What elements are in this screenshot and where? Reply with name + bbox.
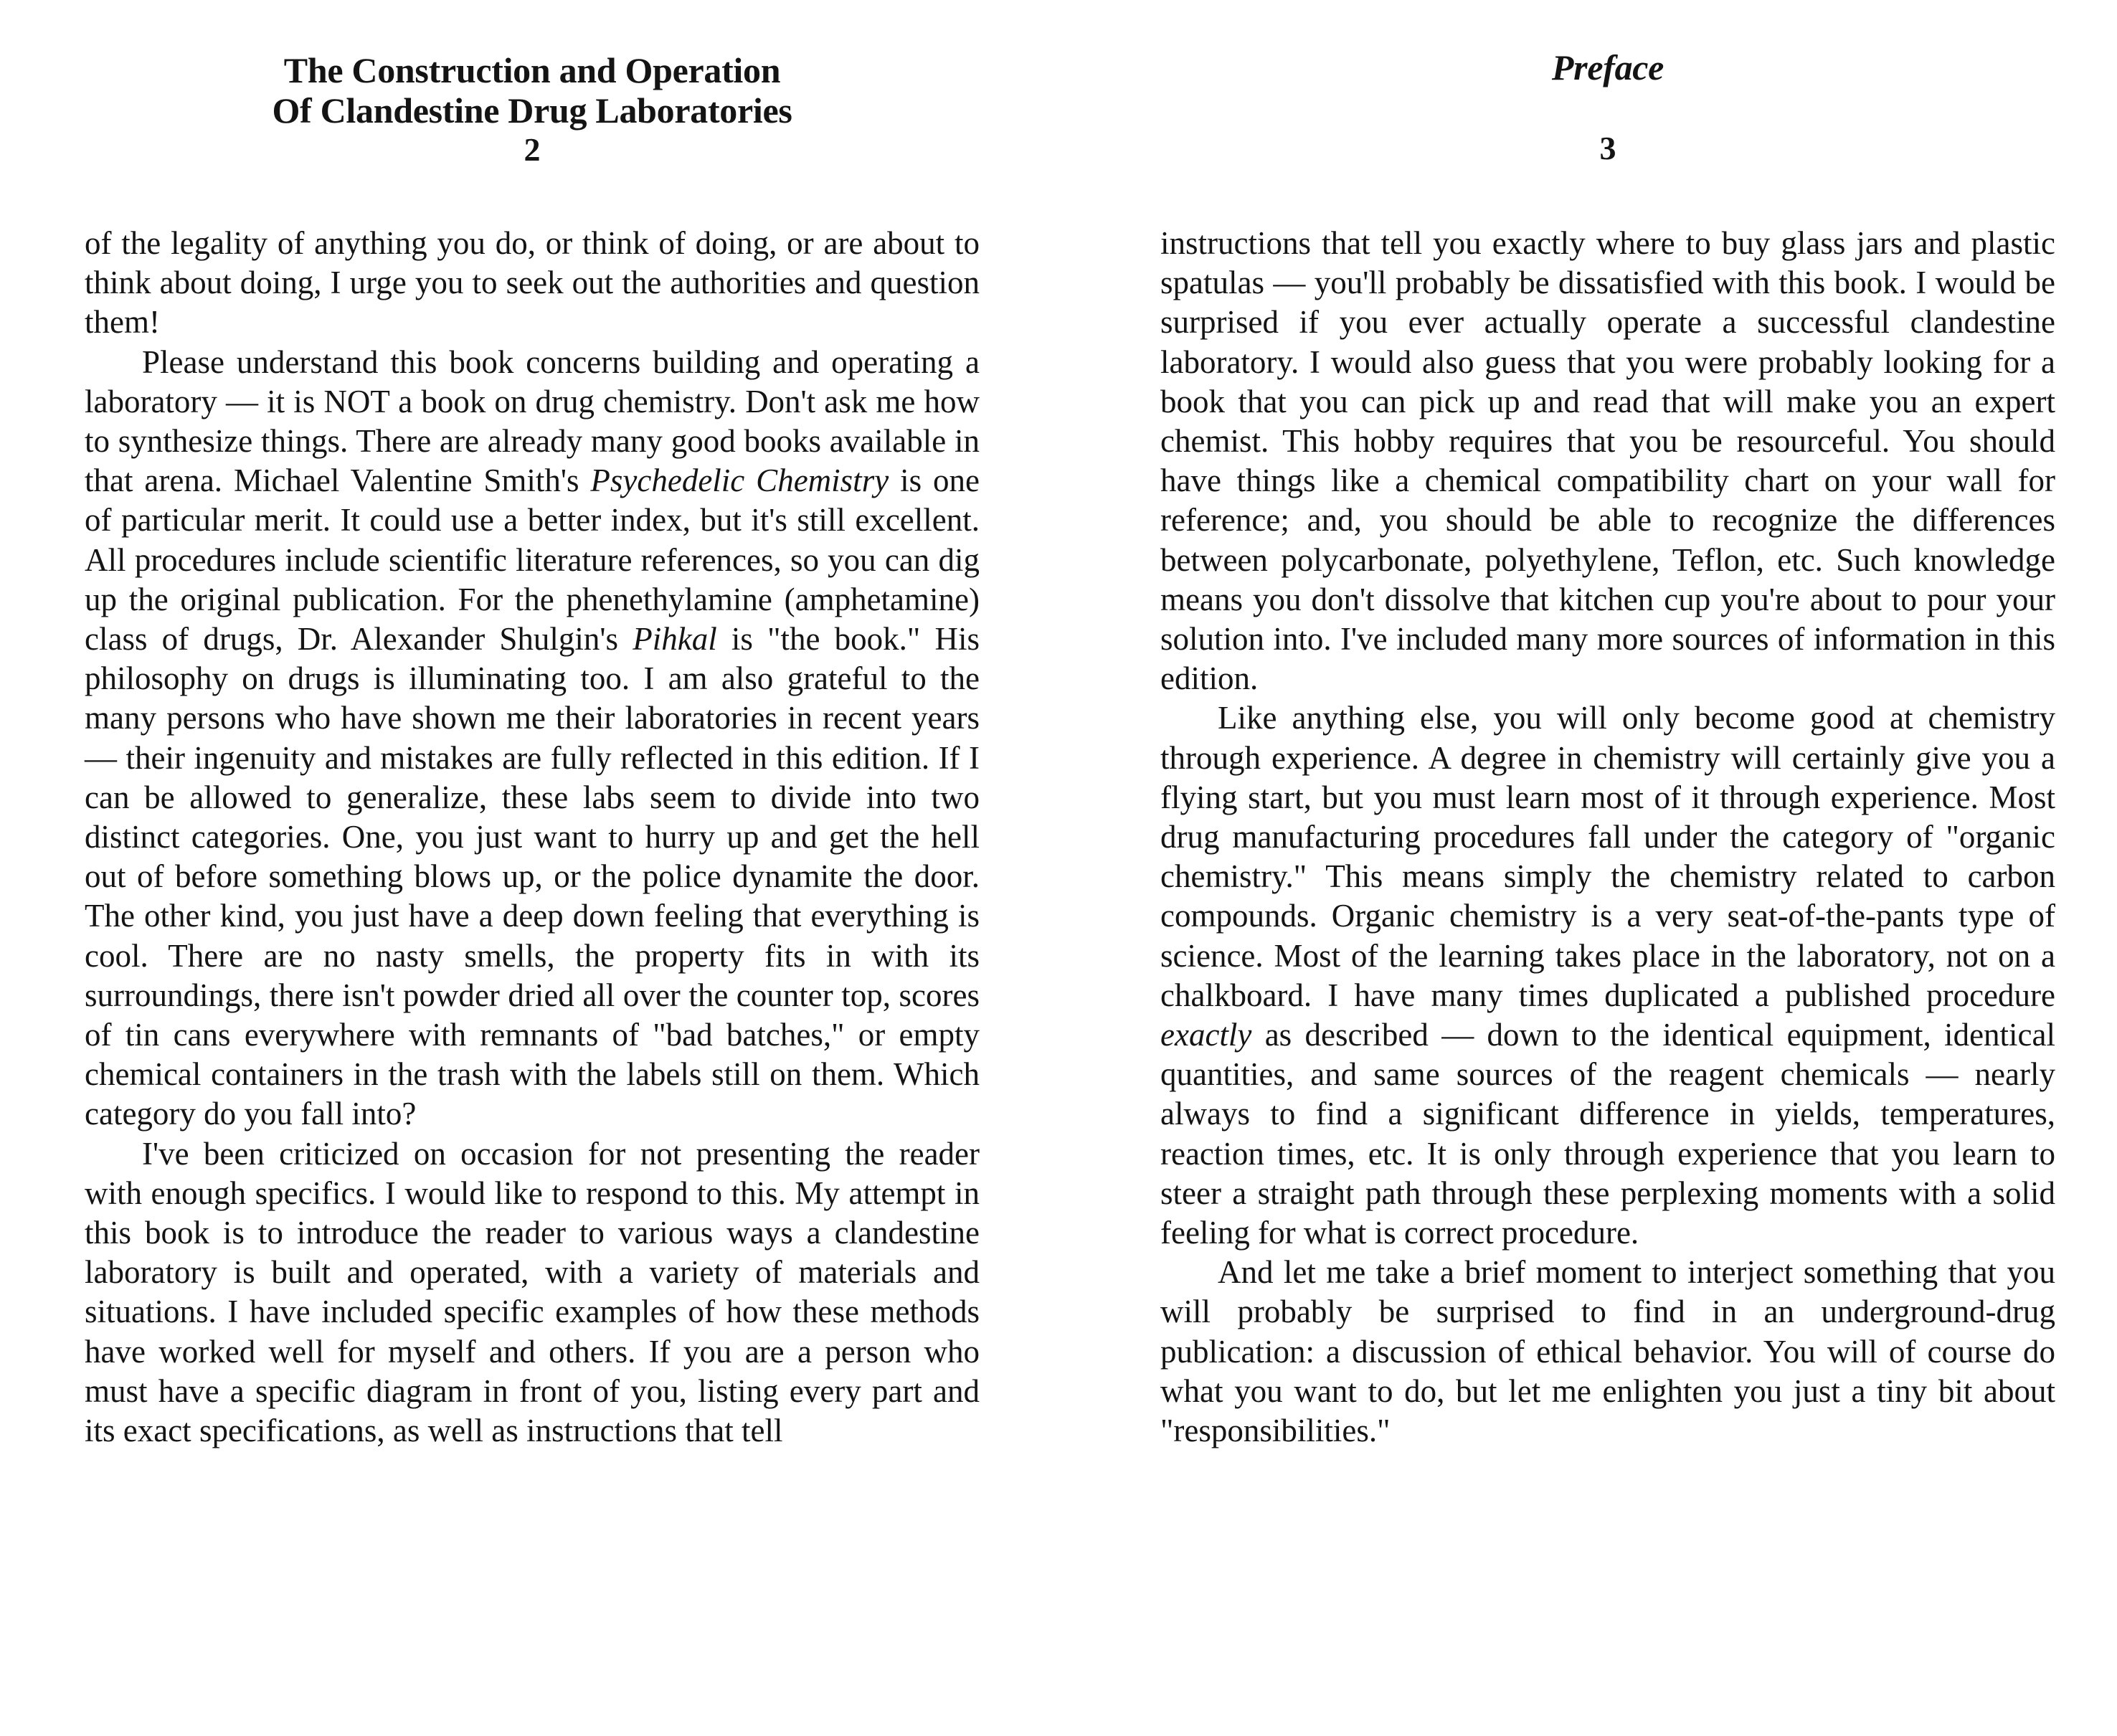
paragraph xyxy=(1160,698,2055,1253)
left-page xyxy=(85,0,980,1736)
running-head-line-1: The Construction and Operation xyxy=(283,50,781,90)
paragraph xyxy=(1160,1253,2055,1451)
book-title-psychedelic-chemistry: Psychedelic Chemistry xyxy=(590,463,889,499)
paragraph xyxy=(85,224,980,343)
text-segment: instructions that tell you exactly where to buy glass jars and plastic spatulas — you'll probably be dissatisfied with this book. I would be surprised if you ever actually operate a successful clandestine laboratory. I would also guess that you were probably looking for a book that you can pick up and read that will make you an expert chemist. This hobby requires that you be resourceful. You should have things like a chemical compatibility chart on your wall for reference; and, you should be able to recognize the differences between polycarbonate, polyethylene, Teflon, etc. Such knowledge means you don't dissolve that kitchen cup you're about to pour your solution into. I've included many more sources of information in this edition. xyxy=(1160,225,2055,697)
book-title-pihkal: Pihkal xyxy=(633,621,717,658)
running-head-line-2: Of Clandestine Drug Laboratories xyxy=(272,90,792,131)
page-number: 2 xyxy=(524,131,541,168)
text-segment: is "the book." His philosophy on drugs is illuminating too. I am also grateful to the many persons who have shown me their laboratories in recent years — their ingenuity and mistakes are fully reflected in this edition. If I can be allowed to generalize, these labs seem to divide into two distinct categories. One, you just want to hurry up and get the hell out of before something blows up, or the police dynamite the door. The other kind, you just have a deep down feeling that everything is cool. There are no nasty smells, the property fits in with its surroundings, there isn't powder dried all over the counter top, scores of tin cans everywhere with remnants of "bad batches," or empty chemical containers in the trash with the labels still on them. Which category do you fall into? xyxy=(85,621,980,1132)
text-segment: And let me take a brief moment to interject something that you will probably be surprised to find in an underground-drug publication: a discussion of ethical behavior. You will of course do what you want to do, but let me enlighten you just a tiny bit about "responsibilities." xyxy=(1160,1254,2055,1449)
page-number: 3 xyxy=(1599,130,1616,166)
running-head-book-title xyxy=(85,50,980,131)
running-head-chapter: Preface xyxy=(1551,47,1664,87)
left-body-text xyxy=(85,224,980,1451)
text-segment: I've been criticized on occasion for not presenting the reader with enough specifics. I would like to respond to this. My attempt in this book is to introduce the reader to various ways a clandestine laboratory is built and operated, with a variety of materials and situations. I have included specific examples of how these methods have worked well for myself and others. If you are a person who must have a specific diagram in front of you, listing every part and its exact specifications, as well as instructions that tell xyxy=(85,1135,980,1449)
right-page xyxy=(1160,0,2055,1736)
text-segment: Like anything else, you will only become good at chemistry through experience. A degree in chemistry will certainly give you a flying start, but you must learn most of it through experience. Most drug manufacturing procedures fall under the category of "organic chemistry." This means simply the chemistry related to carbon compounds. Organic chemistry is a very seat-of-the-pants type of science. Most of the learning takes place in the laboratory, not on a chalkboard. I have many times duplicated a published procedure xyxy=(1160,700,2055,1013)
emphasis-exactly: exactly xyxy=(1160,1017,1252,1053)
text-segment: as described — down to the identical equipment, identical quantities, and same sources of the reagent chemicals — nearly always to find a significant difference in yields, temperatures, reaction times, etc. It is only through experience that you learn to steer a straight path through these perplexing moments with a solid feeling for what is correct procedure. xyxy=(1160,1017,2055,1251)
right-body-text xyxy=(1160,224,2055,1451)
paragraph xyxy=(1160,224,2055,698)
text-segment: Please understand this book concerns building and operating a laboratory — it is NOT a book on drug chemistry. Don't ask me how to synthesize things. There are already many good books available in that arena. Michael Valentine Smith's xyxy=(85,343,980,499)
paragraph xyxy=(85,1134,980,1451)
text-segment: of the legality of anything you do, or think of doing, or are about to think about doing, I urge you to seek out the authorities and question them! xyxy=(85,225,980,341)
text-segment: is one of particular merit. It could use a better index, but it's still excellent. All procedures include scientific literature references, so you can dig up the original publication. For the phenethylamine (amphetamine) class of drugs, Dr. Alexander Shulgin's xyxy=(85,463,980,658)
paragraph xyxy=(85,343,980,1134)
